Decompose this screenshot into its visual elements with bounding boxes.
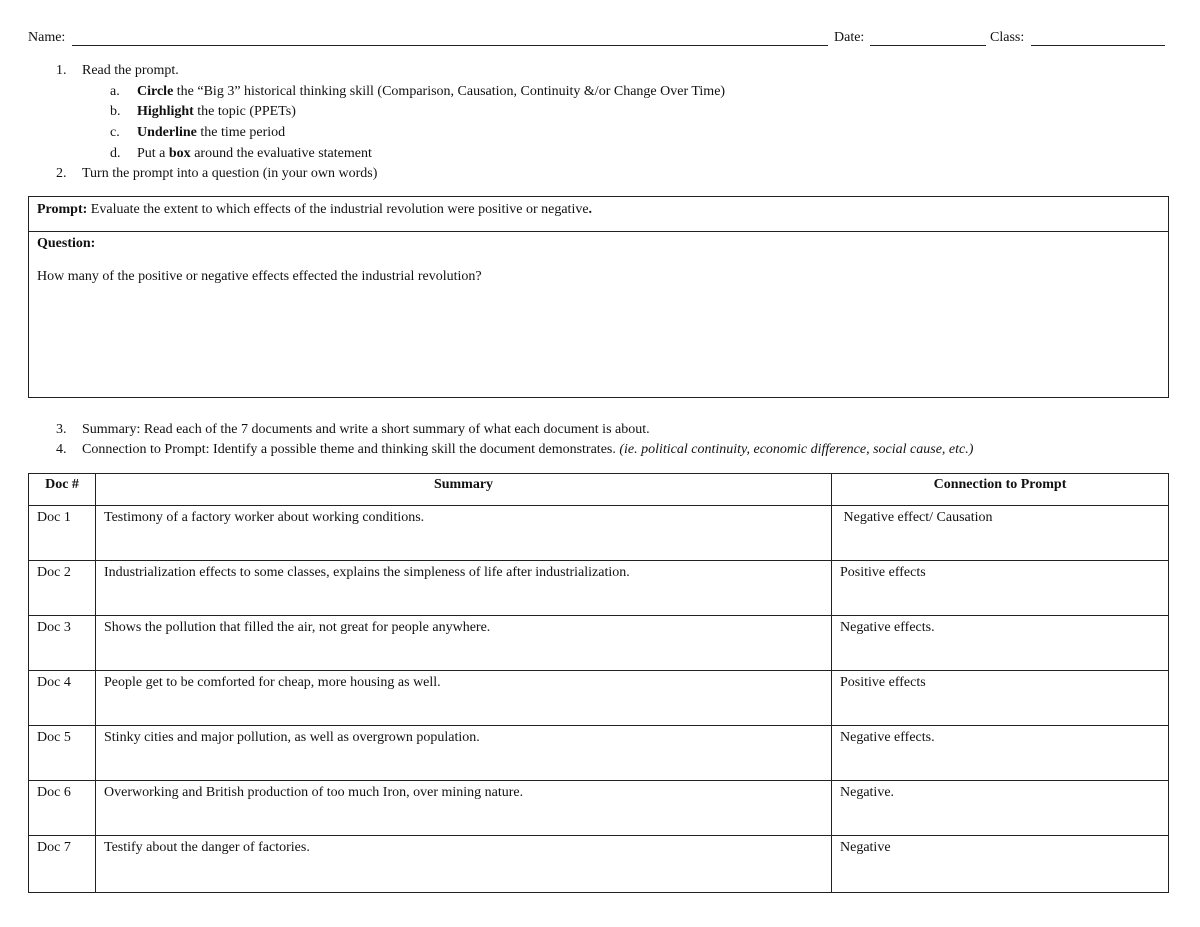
- sub-instruction-c-rest: the time period: [196, 125, 286, 140]
- header-connection: Connection to Prompt: [832, 474, 1169, 506]
- instruction-2-number: 2.: [56, 166, 67, 181]
- sub-instruction-c-letter: c.: [110, 125, 120, 140]
- table-row: [29, 836, 1169, 893]
- instruction-4-number: 4.: [56, 442, 67, 457]
- sub-instruction-d-letter: d.: [110, 146, 121, 161]
- header-doc-number: Doc #: [29, 474, 96, 506]
- instruction-3-number: 3.: [56, 422, 67, 437]
- table-row: [29, 506, 1169, 561]
- connection-cell[interactable]: Positive effects: [832, 671, 1169, 726]
- table-row: [29, 781, 1169, 836]
- header-summary: Summary: [96, 474, 832, 506]
- prompt-text: Evaluate the extent to which effects of the industrial revolution were positive or negative: [87, 202, 589, 217]
- date-field[interactable]: [870, 45, 986, 46]
- instruction-4-text: [82, 442, 973, 458]
- documents-table: [28, 473, 1169, 893]
- doc-number-cell: Doc 6: [29, 781, 96, 836]
- prompt-box: [28, 196, 1169, 232]
- table-row: [29, 616, 1169, 671]
- prompt-label: Prompt:: [37, 202, 88, 217]
- table-row: [29, 561, 1169, 616]
- date-label: Date:: [834, 30, 865, 45]
- sub-instruction-c-bold: Underline: [137, 125, 197, 140]
- connection-cell[interactable]: Negative: [832, 836, 1169, 893]
- sub-instruction-a-letter: a.: [110, 84, 120, 99]
- name-label: Name:: [28, 30, 66, 45]
- sub-instruction-b-letter: b.: [110, 104, 121, 119]
- instruction-1-text: Read the prompt.: [82, 63, 179, 78]
- summary-cell[interactable]: Industrialization effects to some classes, explains the simpleness of life after industrialization.: [96, 561, 832, 616]
- connection-cell[interactable]: Positive effects: [832, 561, 1169, 616]
- doc-number-cell: Doc 5: [29, 726, 96, 781]
- sub-instruction-b-rest: the topic (PPETs): [193, 104, 296, 119]
- instruction-3-text: Summary: Read each of the 7 documents and write a short summary of what each document is about.: [82, 422, 650, 437]
- question-box[interactable]: [28, 231, 1169, 398]
- doc-number-cell: Doc 2: [29, 561, 96, 616]
- sub-instruction-a: [137, 84, 725, 100]
- summary-cell[interactable]: Stinky cities and major pollution, as well as overgrown population.: [96, 726, 832, 781]
- sub-instruction-d-prefix: Put a: [137, 146, 169, 161]
- sub-instruction-d-rest: around the evaluative statement: [190, 146, 372, 161]
- question-label: Question:: [37, 236, 96, 251]
- instruction-4-italic: (ie. political continuity, economic difference, social cause, etc.): [619, 442, 974, 457]
- summary-cell[interactable]: Shows the pollution that filled the air, not great for people anywhere.: [96, 616, 832, 671]
- connection-cell[interactable]: Negative.: [832, 781, 1169, 836]
- doc-number-cell: Doc 3: [29, 616, 96, 671]
- instruction-4-main: Connection to Prompt: Identify a possible theme and thinking skill the document demonstrates.: [82, 442, 620, 457]
- table-row: [29, 671, 1169, 726]
- instruction-1-number: 1.: [56, 63, 67, 78]
- connection-cell[interactable]: Negative effects.: [832, 726, 1169, 781]
- connection-cell[interactable]: Negative effect/ Causation: [832, 506, 1169, 561]
- summary-cell[interactable]: People get to be comforted for cheap, more housing as well.: [96, 671, 832, 726]
- question-answer[interactable]: How many of the positive or negative effects effected the industrial revolution?: [37, 269, 482, 284]
- connection-cell[interactable]: Negative effects.: [832, 616, 1169, 671]
- name-field[interactable]: [72, 45, 828, 46]
- sub-instruction-d-bold: box: [168, 146, 191, 161]
- instruction-2-text: Turn the prompt into a question (in your own words): [82, 166, 378, 181]
- summary-cell[interactable]: Testify about the danger of factories.: [96, 836, 832, 893]
- table-row: [29, 726, 1169, 781]
- summary-cell[interactable]: Overworking and British production of too much Iron, over mining nature.: [96, 781, 832, 836]
- sub-instruction-b-bold: Highlight: [137, 104, 194, 119]
- prompt-line: [37, 202, 592, 218]
- doc-number-cell: Doc 4: [29, 671, 96, 726]
- class-label: Class:: [990, 30, 1025, 45]
- doc-number-cell: Doc 1: [29, 506, 96, 561]
- doc-number-cell: Doc 7: [29, 836, 96, 893]
- summary-cell[interactable]: Testimony of a factory worker about working conditions.: [96, 506, 832, 561]
- sub-instruction-b: [137, 104, 296, 120]
- sub-instruction-a-bold: Circle: [137, 84, 174, 99]
- sub-instruction-a-rest: the “Big 3” historical thinking skill (Comparison, Causation, Continuity &/or Change Over Time): [173, 84, 726, 99]
- class-field[interactable]: [1031, 45, 1165, 46]
- prompt-period: .: [588, 202, 593, 217]
- sub-instruction-c: [137, 125, 285, 141]
- table-header-row: [29, 474, 1169, 506]
- sub-instruction-d: [137, 146, 372, 162]
